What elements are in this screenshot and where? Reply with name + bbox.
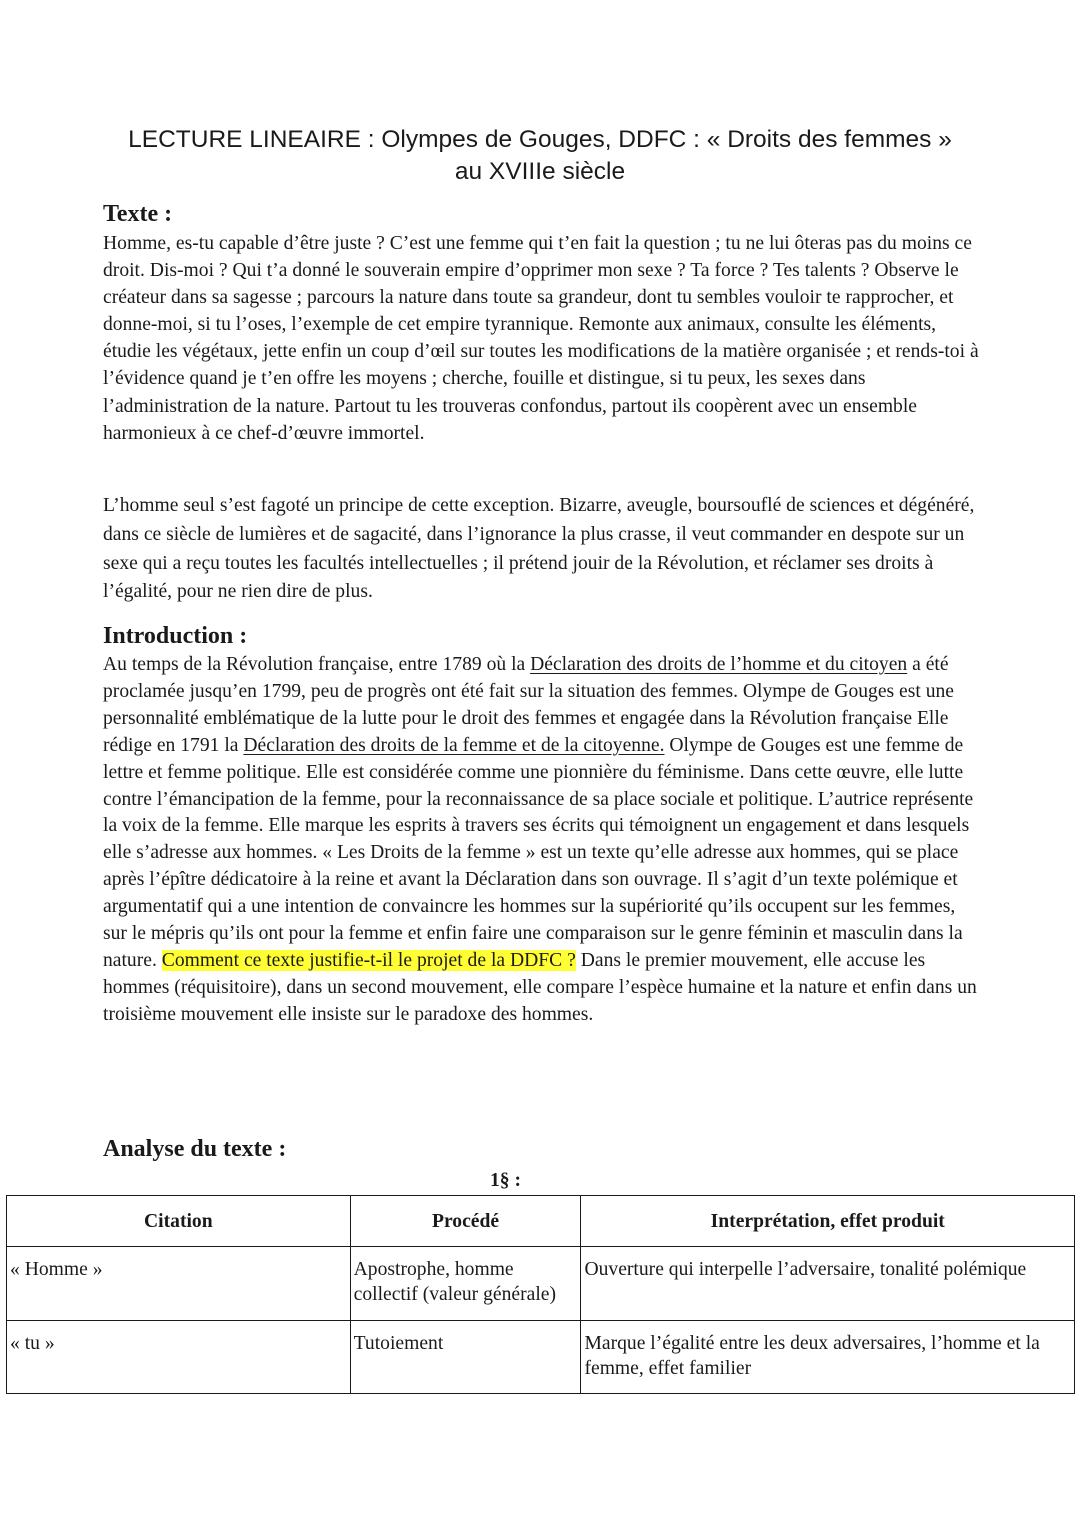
texte-heading: Texte : bbox=[103, 201, 173, 227]
column-header-interpretation: Interprétation, effet produit bbox=[581, 1196, 1075, 1247]
document-title-line-2: au XVIIIe siècle bbox=[454, 158, 626, 185]
ddhc-reference: Déclaration des droits de l’homme et du citoyen bbox=[530, 654, 908, 675]
table-header-row bbox=[7, 1196, 1075, 1247]
introduction-text-part-1: Au temps de la Révolution française, entre 1789 où la bbox=[103, 654, 531, 675]
interpretation-cell: Ouverture qui interpelle l’adversaire, tonalité polémique bbox=[581, 1247, 1075, 1321]
ddfc-reference: Déclaration des droits de la femme et de la citoyenne. bbox=[243, 734, 665, 756]
document-title-line-1: LECTURE LINEAIRE : Olympes de Gouges, DDFC : « Droits des femmes » bbox=[128, 126, 952, 153]
paragraph-section-label: 1§ : bbox=[489, 1170, 522, 1191]
problematique-highlight: Comment ce texte justifie-t-il le projet de la DDFC ? bbox=[161, 949, 576, 971]
introduction-paragraph bbox=[103, 652, 983, 1029]
citation-cell: « tu » bbox=[7, 1321, 351, 1394]
column-header-procede: Procédé bbox=[350, 1196, 581, 1247]
analyse-heading: Analyse du texte : bbox=[103, 1136, 287, 1162]
document-title bbox=[0, 124, 1080, 188]
procede-cell: Tutoiement bbox=[350, 1321, 581, 1394]
introduction-text-part-4: Dans le premier mouvement, elle accuse les hommes (réquisitoire), dans un second mouvement, elle compare l’espèce humaine et la nature et enfin dans un troisième mouvement elle insiste sur le paradoxe des hommes. bbox=[103, 949, 977, 1025]
texte-paragraph-1: Homme, es-tu capable d’être juste ? C’est une femme qui t’en fait la question ; tu ne lui ôteras pas du moins ce droit. Dis-moi ? Qui t’a donné le souverain empire d’opprimer mon sexe ? Ta force ? Tes talents ? Observe le créateur dans sa sagesse ; parcours la nature dans toute sa grandeur, dont tu sembles vouloir te rapprocher, et donne-moi, si tu l’oses, l’exemple de cet empire tyrannique. Remonte aux animaux, consulte les éléments, étudie les végétaux, jette enfin un coup d’œil sur toutes les modifications de la matière organisée ; et rends-toi à l’évidence quand je t’en offre les moyens ; cherche, fouille et distingue, si tu peux, les sexes dans l’administration de la nature. Partout tu les trouveras confondus, partout ils coopèrent avec un ensemble harmonieux à ce chef-d’œuvre immortel. bbox=[103, 233, 979, 444]
procede-cell: Apostrophe, homme collectif (valeur générale) bbox=[350, 1247, 581, 1321]
introduction-text-part-2: a été proclamée jusqu’en 1799, peu de progrès ont été fait sur la situation des femmes. Olympe de Gouges est une personnalité emblématique de la lutte pour le droit des femmes et engagée dans la Révolution française Elle rédige en 1791 la bbox=[103, 654, 955, 756]
citation-cell: « Homme » bbox=[7, 1247, 351, 1321]
texte-paragraph-2: L’homme seul s’est fagoté un principe de cette exception. Bizarre, aveugle, boursouflé de sciences et dégénéré, dans ce siècle de lumières et de sagacité, dans l’ignorance la plus crasse, il veut commander en despote sur un sexe qui a reçu toutes les facultés intellectuelles ; il prétend jouir de la Révolution, et réclamer ses droits à l’égalité, pour ne rien dire de plus. bbox=[103, 495, 975, 603]
introduction-heading: Introduction : bbox=[103, 623, 248, 649]
analysis-table bbox=[6, 1195, 1075, 1394]
table-row bbox=[7, 1247, 1075, 1321]
column-header-citation: Citation bbox=[7, 1196, 351, 1247]
introduction-text-part-3: Olympe de Gouges est une femme de lettre et femme politique. Elle est considérée comme une pionnière du féminisme. Dans cette œuvre, elle lutte contre l’émancipation de la femme, pour la reconnaissance de sa place sociale et politique. L’autrice représente la voix de la femme. Elle marque les esprits à travers ses écrits qui témoignent un engagement et dans lesquels elle s’adresse aux hommes. « Les Droits de la femme » est un texte qu’elle adresse aux hommes, qui se place après l’épître dédicatoire à la reine et avant la Déclaration dans son ouvrage. Il s’agit d’un texte polémique et argumentatif qui a une intention de convaincre les hommes sur la supériorité qu’ils occupent sur les femmes, sur le mépris qu’ils ont pour la femme et enfin faire une comparaison sur le genre féminin et masculin dans la nature. bbox=[103, 734, 974, 971]
table-row bbox=[7, 1321, 1075, 1394]
interpretation-cell: Marque l’égalité entre les deux adversaires, l’homme et la femme, effet familier bbox=[581, 1321, 1075, 1394]
